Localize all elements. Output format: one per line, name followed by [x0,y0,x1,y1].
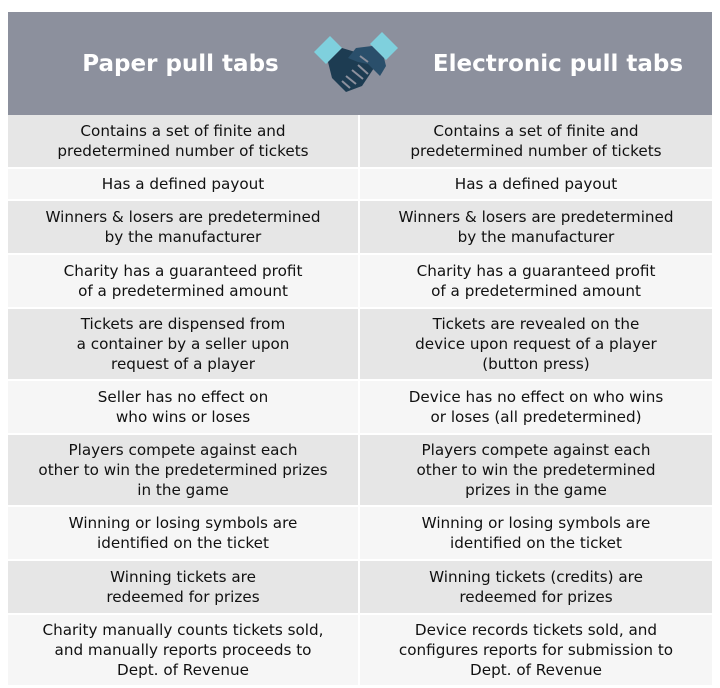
table-row [8,199,712,253]
electronic-cell: Winning tickets (credits) are redeemed for prizes [429,568,643,606]
table-header [8,12,712,115]
paper-cell: Charity manually counts tickets sold, and manually reports proceeds to Dept. of Revenue [8,615,360,685]
electronic-cell: Device has no effect on who wins or loses (all predetermined) [408,388,664,426]
table-row [8,167,712,199]
paper-cell: Winners & losers are predetermined by the manufacturer [8,201,360,253]
electronic-pull-tabs-heading: Electronic pull tabs [432,51,684,77]
comparison-table [8,12,712,682]
electronic-cell: Tickets are revealed on the device upon request of a player (button press) [415,315,657,373]
electronic-cell: Contains a set of finite and predetermined number of tickets [410,122,662,160]
paper-cell: Tickets are dispensed from a container by a seller upon request of a player [8,309,360,379]
paper-cell: Charity has a guaranteed profit of a predetermined amount [8,255,360,307]
table-row [8,307,712,379]
table-row [8,379,712,433]
handshake-icon [302,18,410,114]
paper-cell: Players compete against each other to win the predetermined prizes in the game [8,435,360,505]
electronic-cell: Winning or losing symbols are identified on the ticket [421,514,651,552]
paper-cell: Winning or losing symbols are identified on the ticket [8,507,360,559]
electronic-cell: Players compete against each other to win the predetermined prizes in the game [416,441,656,499]
electronic-cell: Has a defined payout [454,175,618,193]
table-row [8,613,712,685]
paper-cell: Winning tickets are redeemed for prizes [8,561,360,613]
table-row [8,115,712,167]
paper-cell: Contains a set of finite and predetermined number of tickets [8,115,360,167]
paper-cell: Has a defined payout [8,169,360,199]
table-row [8,559,712,613]
electronic-cell: Charity has a guaranteed profit of a predetermined amount [416,262,656,300]
table-row [8,433,712,505]
paper-cell: Seller has no effect on who wins or loses [8,381,360,433]
electronic-cell: Winners & losers are predetermined by the manufacturer [398,208,674,246]
table-row [8,253,712,307]
electronic-cell: Device records tickets sold, and configures reports for submission to Dept. of Revenue [398,621,674,679]
table-row [8,505,712,559]
comparison-rows [8,115,712,685]
paper-pull-tabs-heading: Paper pull tabs [82,51,279,77]
